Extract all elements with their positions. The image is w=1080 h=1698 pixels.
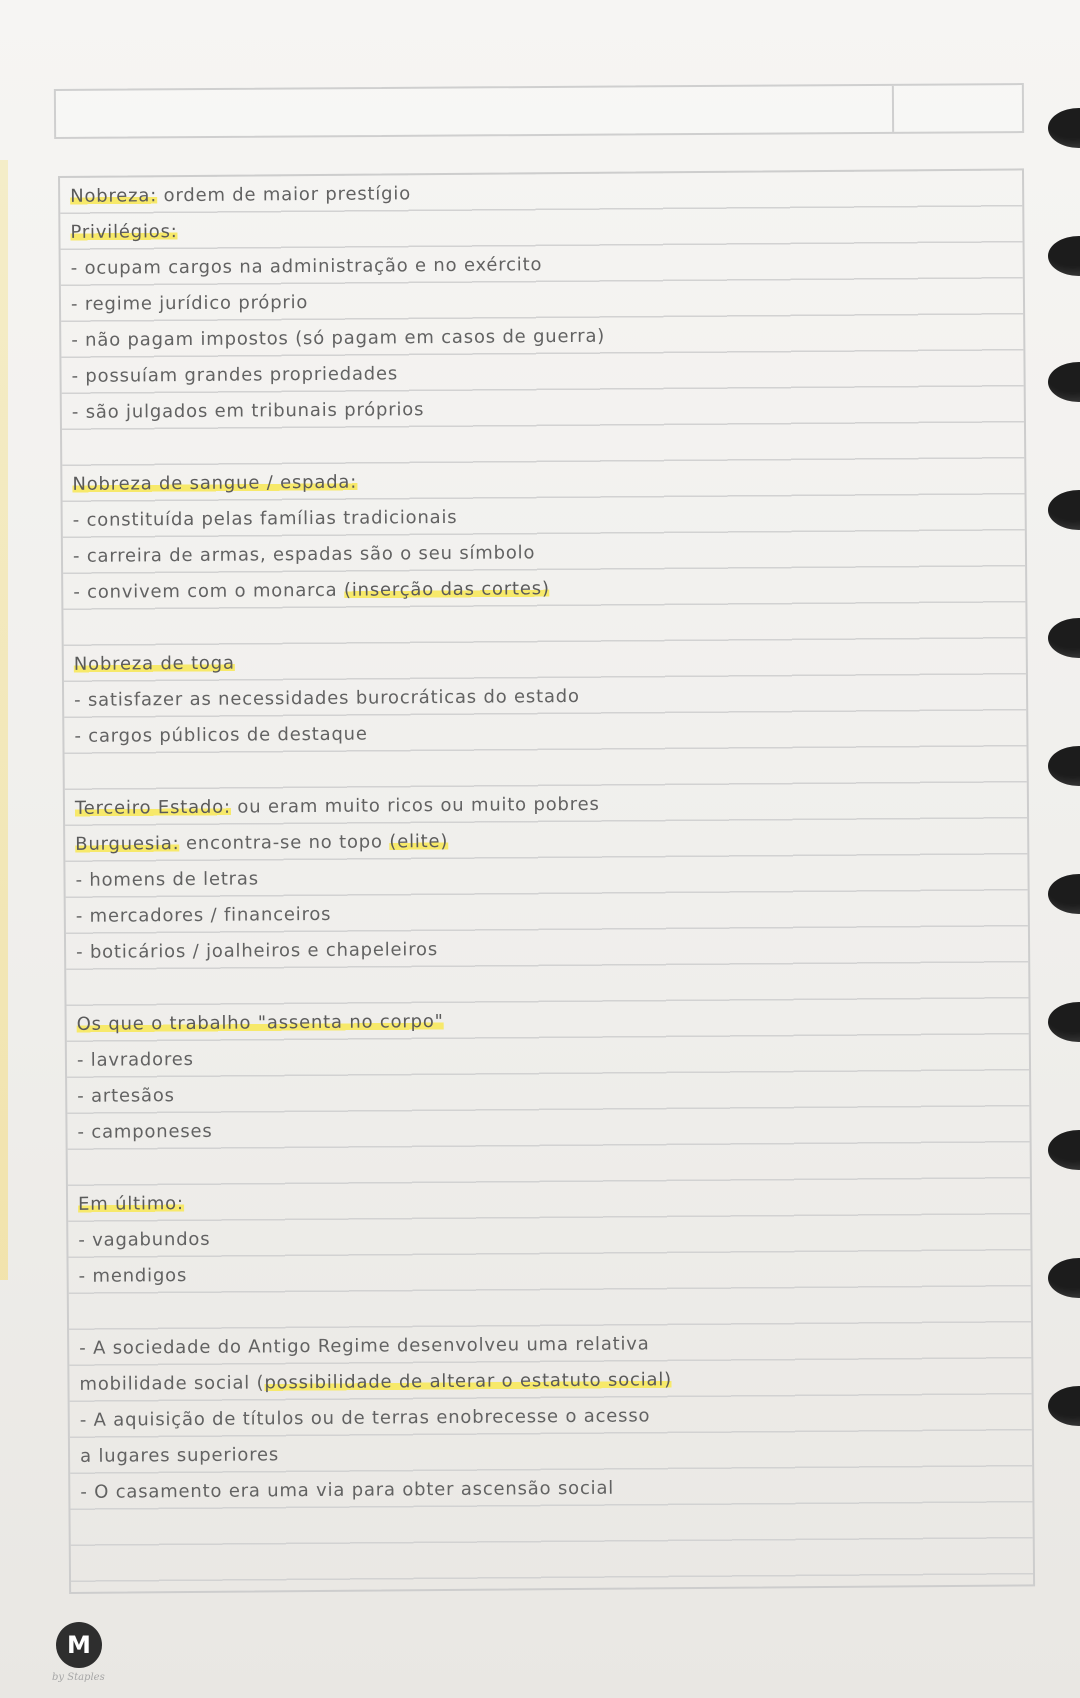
note-text: - carreira de armas, espadas são o seu símbolo — [72, 542, 536, 567]
note-text: - boticários / joalheiros e chapeleiros — [76, 939, 439, 963]
note-text: ordem de maior prestígio — [157, 183, 412, 207]
yellow-page-edge — [0, 160, 8, 1280]
note-line — [73, 572, 550, 610]
note-line — [80, 1399, 651, 1437]
note-line — [71, 248, 543, 286]
note-text: - cargos públicos de destaque — [74, 723, 368, 747]
note-text: a lugares superiores — [79, 1444, 280, 1467]
note-text: - vagabundos — [78, 1228, 211, 1251]
note-line — [70, 215, 177, 250]
note-text: - O casamento era uma via para obter ascensão social — [80, 1477, 615, 1503]
note-line — [76, 898, 332, 934]
note-line — [80, 1472, 614, 1510]
note-text: - constituída pelas famílias tradicionais — [72, 506, 458, 531]
note-line — [80, 1438, 279, 1474]
note-line — [72, 393, 425, 430]
note-text: - artesãos — [77, 1085, 175, 1107]
note-line — [72, 466, 357, 502]
note-line — [77, 1005, 444, 1042]
highlighted-text: Nobreza de toga — [73, 652, 235, 675]
note-line — [71, 286, 308, 322]
note-line — [74, 647, 235, 682]
note-text: - são julgados em tribunais próprios — [71, 399, 425, 423]
note-text: - não pagam impostos (só pagam em casos de guerra) — [71, 325, 606, 351]
note-text: mobilidade social ( — [79, 1372, 265, 1395]
note-line — [79, 1327, 650, 1365]
note-line — [77, 1043, 194, 1078]
note-text: - ocupam cargos na administração e no exército — [70, 254, 543, 279]
note-line — [73, 536, 536, 574]
note-line — [79, 1363, 672, 1402]
note-text: - A aquisição de títulos ou de terras enobrecesse o acesso — [79, 1405, 651, 1431]
highlighted-text: Nobreza: — [70, 185, 158, 207]
note-line — [79, 1259, 188, 1294]
highlighted-text: possibilidade de alterar o estatuto social) — [264, 1369, 672, 1394]
note-text: - satisfazer as necessidades burocráticas do estado — [74, 685, 580, 711]
header-box — [54, 83, 1024, 139]
note-text: - A sociedade do Antigo Regime desenvolveu uma relativa — [79, 1333, 650, 1359]
note-line — [71, 357, 398, 394]
note-line — [78, 1187, 184, 1222]
highlighted-text: (elite) — [389, 830, 449, 853]
highlighted-text: Nobreza de sangue / espada: — [72, 471, 358, 495]
brand-logo: M — [56, 1622, 102, 1668]
highlighted-text: Burguesia: — [75, 833, 180, 855]
brand-tagline: by Staples — [52, 1672, 105, 1683]
header-divider — [892, 86, 894, 132]
note-text: - convivem com o monarca — [73, 579, 345, 603]
note-text: - lavradores — [76, 1048, 194, 1071]
note-text: - camponeses — [77, 1120, 213, 1143]
highlighted-text: Em último: — [77, 1193, 184, 1215]
note-text: - regime jurídico próprio — [70, 292, 309, 315]
note-text: ou eram muito ricos ou muito pobres — [230, 793, 600, 818]
note-line — [73, 501, 458, 538]
note-line — [75, 788, 600, 826]
note-text: - possuíam grandes propriedades — [71, 363, 399, 387]
note-line — [74, 680, 580, 718]
note-text: encontra-se no topo — [179, 831, 390, 855]
highlighted-text: (inserção das cortes) — [343, 578, 550, 601]
note-line — [75, 825, 448, 862]
note-line — [75, 862, 259, 897]
note-line — [77, 1115, 212, 1150]
note-text: - homens de letras — [75, 868, 259, 891]
note-line — [71, 320, 605, 358]
note-line — [74, 718, 368, 754]
note-area — [58, 168, 1035, 1594]
highlighted-text: Privilégios: — [70, 221, 178, 243]
note-line — [70, 177, 411, 214]
note-line — [77, 1079, 175, 1114]
note-text: - mendigos — [78, 1265, 188, 1287]
note-line — [78, 1223, 210, 1258]
highlighted-text: Os que o trabalho "assenta no corpo" — [76, 1010, 444, 1035]
note-line — [76, 933, 438, 970]
highlighted-text: Terceiro Estado: — [74, 796, 231, 819]
note-text: - mercadores / financeiros — [75, 903, 332, 927]
